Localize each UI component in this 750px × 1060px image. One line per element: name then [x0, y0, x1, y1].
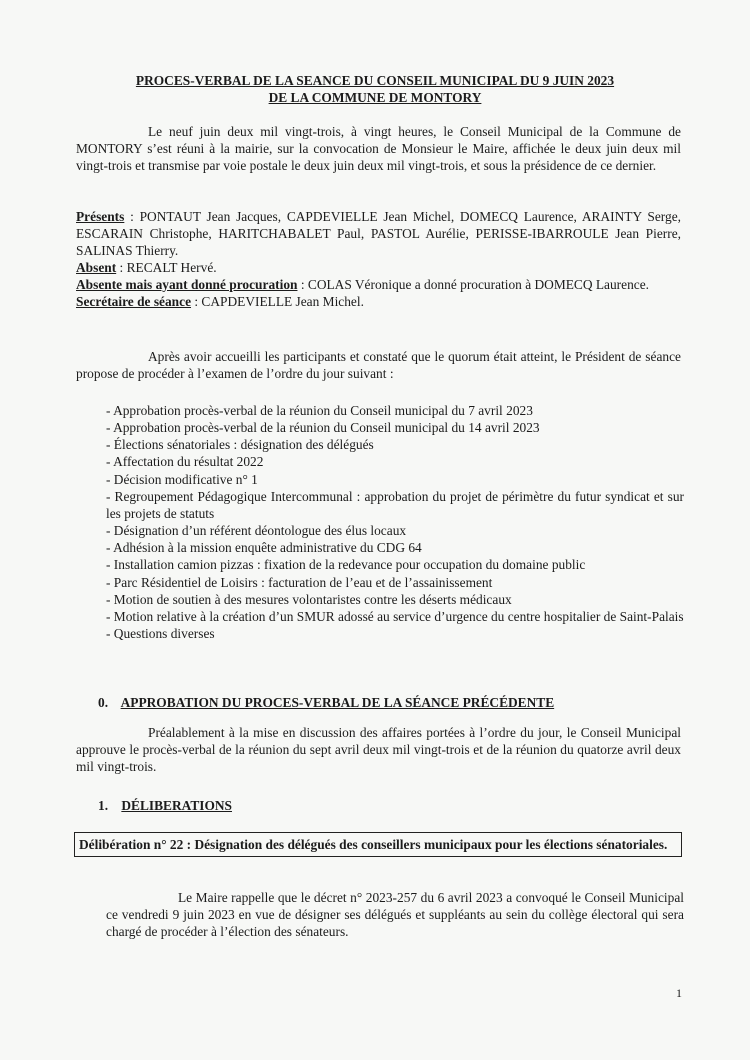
- proxy-label: Absente mais ayant donné procuration: [76, 276, 298, 292]
- agenda-item: - Regroupement Pédagogique Intercommunal : approbation du projet de périmètre du futur syndicat et sur les projets de statuts: [106, 488, 684, 521]
- section-1-title: DÉLIBERATIONS: [121, 798, 232, 813]
- intro-paragraph: Le neuf juin deux mil vingt-trois, à vingt heures, le Conseil Municipal de la Commune de MONTORY s’est réuni à la mairie, sur la convocation de Monsieur le Maire, affichée le deux juin deux mil vingt-trois et transmise par voie postale le deux juin deux mil vingt-trois, et sous la présidence de ce dernier.: [76, 124, 681, 173]
- page-number: 1: [676, 986, 682, 1000]
- section-0-number: 0.: [98, 695, 109, 710]
- title-line-1: PROCES-VERBAL DE LA SEANCE DU CONSEIL MUNICIPAL DU 9 JUIN 2023: [135, 73, 615, 88]
- agenda-item: - Adhésion à la mission enquête administrative du CDG 64: [106, 540, 422, 556]
- section-0-paragraph: Préalablement à la mise en discussion des affaires portées à l’ordre du jour, le Conseil Municipal approuve le procès-verbal de la réunion du sept avril deux mil vingt-trois et de la réunion du quatorze avril deux mil vingt-trois.: [76, 725, 681, 774]
- absent-line: [76, 260, 681, 277]
- secretary-value: : CAPDEVIELLE Jean Michel.: [191, 293, 364, 309]
- section-0-title: APPROBATION DU PROCES-VERBAL DE LA SÉANCE PRÉCÉDENTE: [120, 695, 555, 710]
- deliberation-22-paragraph: Le Maire rappelle que le décret n° 2023-257 du 6 avril 2023 a convoqué le Conseil Municipal ce vendredi 9 juin 2023 en vue de désigner ses délégués et suppléants au sein du collège électoral qui sera chargé de procéder à l’élection des sénateurs.: [106, 890, 684, 939]
- proxy-line: [76, 277, 681, 294]
- absent-value: : RECALT Hervé.: [116, 259, 217, 275]
- agenda-item: - Motion de soutien à des mesures volontaristes contre les déserts médicaux: [106, 591, 512, 607]
- section-1-number: 1.: [98, 798, 109, 813]
- agenda-item: - Motion relative à la création d’un SMUR adossé au service d’urgence du centre hospitalier de Saint-Palais: [106, 608, 684, 624]
- document-title: [0, 72, 750, 106]
- deliberation-22-title: Délibération n° 22 : Désignation des délégués des conseillers municipaux pour les élections sénatoriales.: [74, 832, 682, 857]
- agenda-item: - Parc Résidentiel de Loisirs : facturation de l’eau et de l’assainissement: [106, 574, 493, 590]
- agenda-item: - Approbation procès-verbal de la réunion du Conseil municipal du 14 avril 2023: [106, 420, 540, 436]
- agenda-item: - Décision modificative n° 1: [106, 471, 258, 487]
- agenda-item: - Affectation du résultat 2022: [106, 454, 264, 470]
- agenda-item: - Approbation procès-verbal de la réunion du Conseil municipal du 7 avril 2023: [106, 403, 533, 418]
- secretary-label: Secrétaire de séance: [76, 293, 192, 309]
- agenda-list: [106, 402, 684, 642]
- agenda-item: - Désignation d’un référent déontologue des élus locaux: [106, 523, 407, 539]
- proxy-value: : COLAS Véronique a donné procuration à DOMECQ Laurence.: [297, 276, 650, 292]
- attendance-block: [76, 209, 681, 310]
- presents-label: Présents: [76, 209, 125, 224]
- section-1-heading: [98, 797, 232, 814]
- presents-value: : PONTAUT Jean Jacques, CAPDEVIELLE Jean Michel, DOMECQ Laurence, ARAINTY Serge, ESCARAIN Christophe, HARITCHABALET Paul, PASTOL Aurélie, PERISSE-IBARROULE Jean Pierre, SALINAS Thierry.: [76, 209, 681, 258]
- section-0-heading: [98, 694, 554, 711]
- agenda-intro: Après avoir accueilli les participants et constaté que le quorum était atteint, le Président de séance propose de procéder à l’examen de l’ordre du jour suivant :: [76, 349, 681, 381]
- agenda-item: - Élections sénatoriales : désignation des délégués: [106, 437, 374, 453]
- title-line-2: DE LA COMMUNE DE MONTORY: [268, 90, 482, 105]
- secretary-line: [76, 294, 681, 311]
- absent-label: Absent: [76, 259, 117, 275]
- agenda-item: - Questions diverses: [106, 626, 215, 642]
- presents-line: [76, 209, 681, 260]
- agenda-item: - Installation camion pizzas : fixation de la redevance pour occupation du domaine public: [106, 557, 586, 573]
